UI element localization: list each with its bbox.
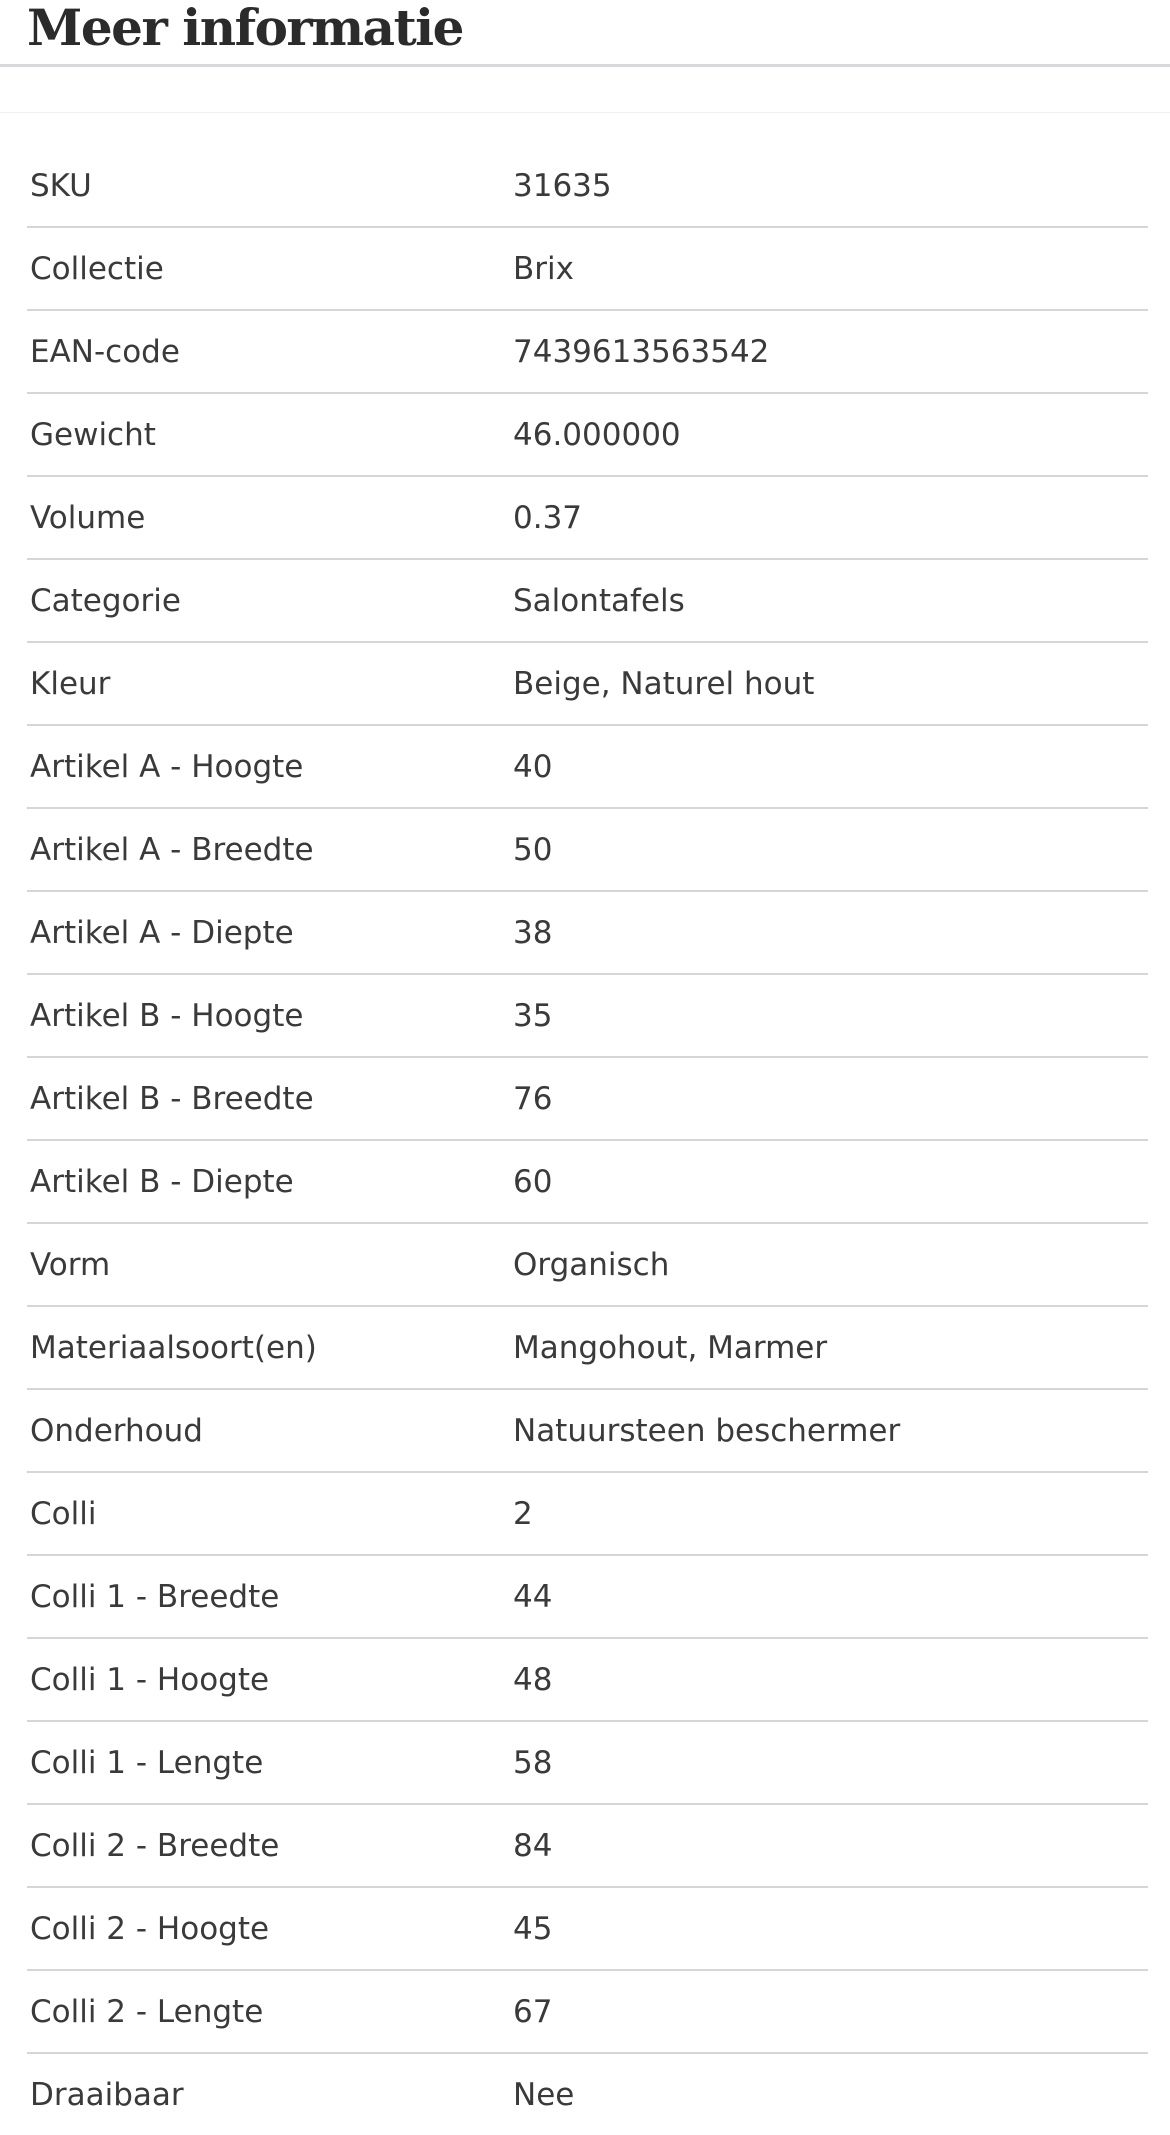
spec-value: 31635 — [513, 167, 612, 204]
divider — [0, 112, 1170, 113]
spec-label: Colli 1 - Breedte — [30, 1578, 280, 1615]
spec-row — [27, 1306, 1148, 1389]
section-title: Meer informatie — [27, 0, 463, 57]
spec-value: 76 — [513, 1080, 553, 1117]
spec-label: Artikel A - Diepte — [30, 914, 294, 951]
spec-value: 0.37 — [513, 499, 583, 536]
spec-row — [27, 145, 1148, 227]
spec-value: 40 — [513, 748, 553, 785]
spec-row — [27, 1223, 1148, 1306]
spec-row — [27, 393, 1148, 476]
spec-row — [27, 1555, 1148, 1638]
spec-label: Colli 1 - Lengte — [30, 1744, 264, 1781]
spec-label: Artikel A - Breedte — [30, 831, 314, 868]
spec-label: Kleur — [30, 665, 111, 702]
spec-row — [27, 1721, 1148, 1804]
specifications-body — [27, 145, 1148, 2135]
spec-row — [27, 974, 1148, 1057]
spec-label: Gewicht — [30, 416, 156, 453]
spec-value: 48 — [513, 1661, 553, 1698]
spec-label: Colli — [30, 1495, 97, 1532]
spec-label: Colli 2 - Lengte — [30, 1993, 264, 2030]
specifications-table — [27, 145, 1148, 2135]
spec-row — [27, 725, 1148, 808]
spec-row — [27, 1804, 1148, 1887]
spec-label: Artikel A - Hoogte — [30, 748, 304, 785]
spec-value: Salontafels — [513, 582, 685, 619]
spec-row — [27, 2053, 1148, 2135]
spec-value: 44 — [513, 1578, 553, 1615]
spec-label: Artikel B - Breedte — [30, 1080, 314, 1117]
spec-value: 7439613563542 — [513, 333, 770, 370]
spec-value: 58 — [513, 1744, 553, 1781]
spec-value: Natuursteen beschermer — [513, 1412, 901, 1449]
spec-row — [27, 808, 1148, 891]
spec-row — [27, 1057, 1148, 1140]
spec-label: Draaibaar — [30, 2076, 184, 2113]
spec-row — [27, 476, 1148, 559]
spec-label: EAN-code — [30, 333, 180, 370]
spec-label: Colli 2 - Breedte — [30, 1827, 280, 1864]
spec-value: Brix — [513, 250, 574, 287]
spec-value: 50 — [513, 831, 553, 868]
spec-row — [27, 1638, 1148, 1721]
section-header — [0, 0, 1170, 67]
spec-label: SKU — [30, 167, 92, 204]
spec-value: Mangohout, Marmer — [513, 1329, 828, 1366]
spec-label: Colli 2 - Hoogte — [30, 1910, 270, 1947]
spec-value: 45 — [513, 1910, 553, 1947]
spec-row — [27, 1389, 1148, 1472]
spec-row — [27, 1887, 1148, 1970]
spec-row — [27, 227, 1148, 310]
spec-label: Vorm — [30, 1246, 111, 1283]
spec-row — [27, 310, 1148, 393]
spec-value: 35 — [513, 997, 553, 1034]
spec-row — [27, 891, 1148, 974]
spec-value: 67 — [513, 1993, 553, 2030]
spec-label: Colli 1 - Hoogte — [30, 1661, 270, 1698]
spec-row — [27, 559, 1148, 642]
spec-label: Categorie — [30, 582, 181, 619]
spec-label: Onderhoud — [30, 1412, 203, 1449]
spec-value: 2 — [513, 1495, 533, 1532]
spec-value: 38 — [513, 914, 553, 951]
spec-label: Collectie — [30, 250, 164, 287]
spec-row — [27, 1472, 1148, 1555]
spec-value: 60 — [513, 1163, 553, 1200]
spec-row — [27, 642, 1148, 725]
spec-row — [27, 1970, 1148, 2053]
spec-row — [27, 1140, 1148, 1223]
spec-value: 84 — [513, 1827, 553, 1864]
spec-value: 46.000000 — [513, 416, 681, 453]
spec-value: Nee — [513, 2076, 575, 2113]
spec-label: Volume — [30, 499, 146, 536]
spec-value: Organisch — [513, 1246, 670, 1283]
spec-label: Materiaalsoort(en) — [30, 1329, 317, 1366]
spec-label: Artikel B - Hoogte — [30, 997, 304, 1034]
spec-value: Beige, Naturel hout — [513, 665, 815, 702]
spec-label: Artikel B - Diepte — [30, 1163, 294, 1200]
